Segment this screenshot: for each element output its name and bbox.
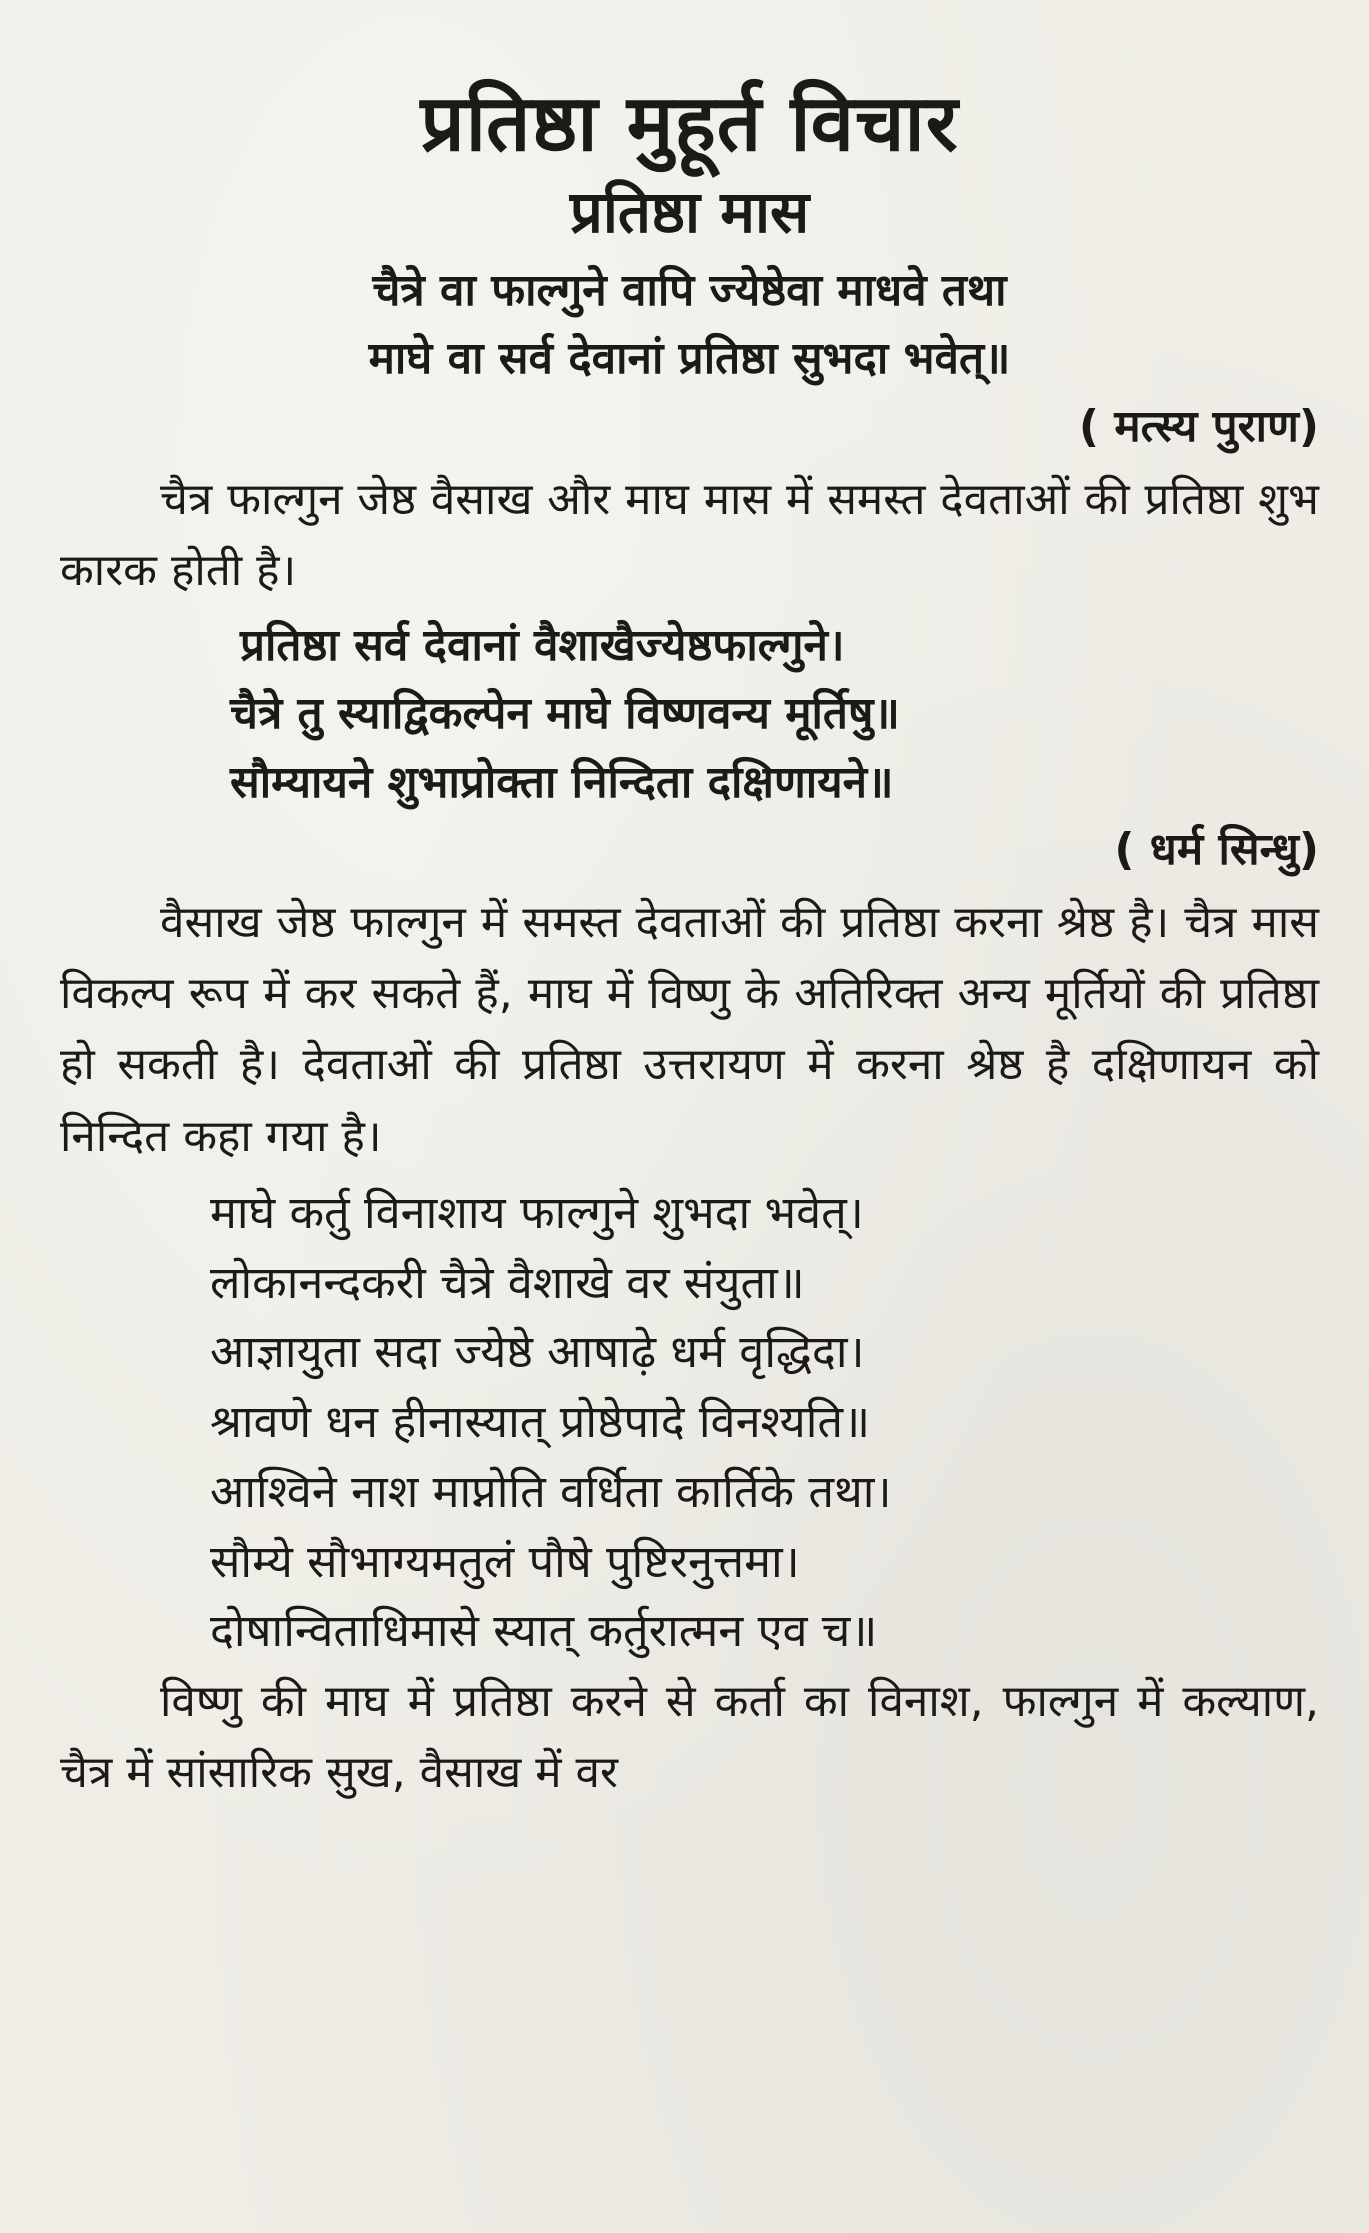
paragraph-1: चैत्र फाल्गुन जेष्ठ वैसाख और माघ मास में समस्त देवताओं की प्रतिष्ठा शुभ कारक होती है। [60,473,1319,596]
verse-line: आज्ञायुता सदा ज्येष्ठे आषाढ़े धर्म वृद्धिदा। [210,1325,865,1379]
verse-line: सौम्ये सौभाग्यमतुलं पौषे पुष्टिरनुत्तमा। [210,1534,800,1588]
verse-line: माघे कर्तु विनाशाय फाल्गुने शुभदा भवेत्। [210,1185,864,1239]
verse-line: माघे वा सर्व देवानां प्रतिष्ठा सुभदा भवेत्॥ [368,333,1011,385]
verse-line: चैत्रे तु स्याद्विकल्पेन माघे विष्णवन्य मूर्तिषु॥ [230,688,900,740]
section-heading: प्रतिष्ठा मास [569,177,810,246]
verse-line: प्रतिष्ठा सर्व देवानां वैशाखैज्येष्ठफाल्गुने। [240,620,845,672]
verse-line: आश्विने नाश माप्नोति वर्धिता कार्तिके तथा। [210,1464,892,1518]
source-citation-2: ( धर्म सिन्धु) [1114,823,1319,875]
verse-line: लोकानन्दकरी चैत्रे वैशाखे वर संयुता॥ [210,1255,805,1309]
page-title: प्रतिष्ठा मुहूर्त विचार [420,79,959,169]
paragraph-2: वैसाख जेष्ठ फाल्गुन में समस्त देवताओं की प्रतिष्ठा करना श्रेष्ठ है। चैत्र मास विकल्प रूप में कर सकते हैं, माघ में विष्णु के अतिरिक्त अन्य मूर्तियों की प्रतिष्ठा हो सकती है। देवताओं की प्रतिष्ठा उत्तरायण में करना श्रेष्ठ है दक्षिणायन को निन्दित कहा गया है। [60,896,1319,1162]
verse-line: चैत्रे वा फाल्गुने वापि ज्येष्ठेवा माधवे तथा [372,265,1007,317]
verse-line: दोषान्विताधिमासे स्यात् कर्तुरात्मन एव च॥ [210,1604,878,1658]
verse-block-2 [60,612,1319,817]
verse-block-3 [60,1178,1319,1666]
verse-line: श्रावणे धन हीनास्यात् प्रोष्ठेपादे विनश्यति॥ [210,1395,871,1449]
source-citation-1: ( मत्स्य पुराण) [1078,400,1319,452]
verse-line: सौम्यायने शुभाप्रोक्ता निन्दिता दक्षिणायने॥ [230,756,894,808]
verse-block-1 [60,257,1319,393]
paragraph-3: विष्णु की माघ में प्रतिष्ठा करने से कर्ता का विनाश, फाल्गुन में कल्याण, चैत्र में सांसारिक सुख, वैसाख में वर [60,1676,1319,1799]
